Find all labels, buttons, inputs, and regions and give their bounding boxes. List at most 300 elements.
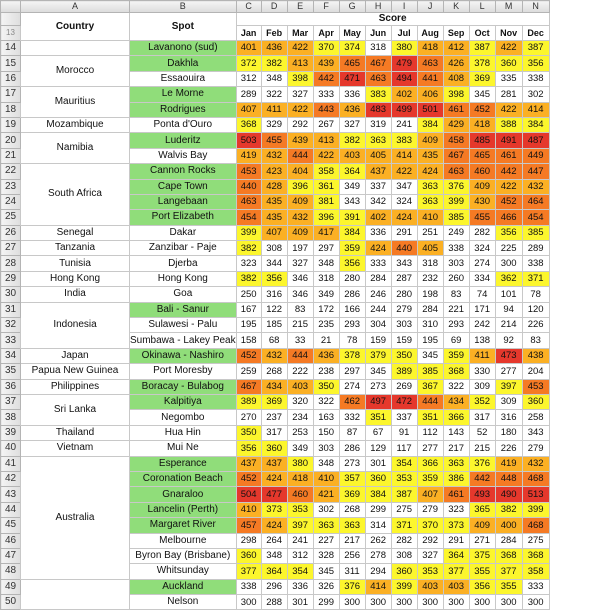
row-header[interactable]: 42 [1, 471, 21, 486]
score-cell[interactable]: 349 [313, 287, 339, 302]
column-header-E[interactable]: E [287, 1, 313, 13]
score-cell[interactable]: 67 [365, 425, 391, 440]
score-cell[interactable]: 372 [236, 56, 261, 71]
score-cell[interactable]: 167 [236, 302, 261, 317]
column-header-H[interactable]: H [365, 1, 391, 13]
country-cell[interactable]: Japan [21, 348, 130, 363]
score-cell[interactable]: 418 [469, 117, 495, 132]
country-cell[interactable]: Namibia [21, 133, 130, 164]
row-header[interactable]: 22 [1, 164, 21, 179]
score-cell[interactable]: 300 [443, 595, 469, 610]
score-cell[interactable]: 442 [495, 164, 522, 179]
score-cell[interactable]: 241 [287, 533, 313, 548]
score-cell[interactable]: 264 [261, 533, 287, 548]
score-cell[interactable]: 432 [522, 456, 549, 471]
score-cell[interactable]: 204 [522, 364, 549, 379]
score-cell[interactable]: 343 [391, 256, 417, 271]
score-cell[interactable]: 320 [287, 394, 313, 409]
score-cell[interactable]: 398 [443, 87, 469, 102]
score-cell[interactable]: 455 [261, 133, 287, 148]
country-cell[interactable]: Senegal [21, 225, 130, 240]
score-cell[interactable]: 256 [339, 548, 365, 563]
score-cell[interactable]: 259 [236, 364, 261, 379]
score-cell[interactable]: 355 [495, 579, 522, 594]
row-header[interactable]: 34 [1, 348, 21, 363]
score-cell[interactable]: 282 [391, 533, 417, 548]
score-cell[interactable]: 226 [522, 318, 549, 333]
score-cell[interactable]: 300 [522, 595, 549, 610]
score-cell[interactable]: 403 [339, 148, 365, 163]
score-cell[interactable]: 401 [236, 41, 261, 56]
score-cell[interactable]: 274 [469, 256, 495, 271]
row-header[interactable]: 15 [1, 56, 21, 71]
score-cell[interactable]: 348 [313, 456, 339, 471]
spot-cell[interactable]: Langebaan [130, 194, 237, 209]
row-header[interactable]: 37 [1, 394, 21, 409]
score-cell[interactable]: 467 [236, 379, 261, 394]
score-cell[interactable]: 334 [469, 271, 495, 286]
score-cell[interactable]: 386 [443, 471, 469, 486]
score-cell[interactable]: 310 [417, 318, 443, 333]
score-cell[interactable]: 333 [522, 579, 549, 594]
score-cell[interactable]: 442 [313, 71, 339, 86]
score-cell[interactable]: 68 [261, 333, 287, 348]
score-cell[interactable]: 363 [417, 194, 443, 209]
score-cell[interactable]: 311 [339, 564, 365, 579]
score-cell[interactable]: 409 [469, 179, 495, 194]
score-cell[interactable]: 360 [261, 441, 287, 456]
score-cell[interactable]: 338 [522, 71, 549, 86]
score-cell[interactable]: 387 [391, 487, 417, 502]
score-cell[interactable]: 288 [261, 595, 287, 610]
score-cell[interactable]: 411 [469, 348, 495, 363]
score-cell[interactable]: 343 [522, 425, 549, 440]
score-cell[interactable]: 419 [495, 456, 522, 471]
score-cell[interactable]: 463 [236, 194, 261, 209]
score-cell[interactable]: 358 [313, 164, 339, 179]
score-cell[interactable]: 388 [495, 117, 522, 132]
score-cell[interactable]: 430 [469, 194, 495, 209]
score-cell[interactable]: 364 [339, 164, 365, 179]
score-cell[interactable]: 293 [339, 318, 365, 333]
score-cell[interactable]: 280 [339, 271, 365, 286]
score-cell[interactable]: 435 [417, 148, 443, 163]
score-cell[interactable]: 348 [261, 548, 287, 563]
score-cell[interactable]: 198 [417, 287, 443, 302]
score-cell[interactable]: 501 [417, 102, 443, 117]
score-cell[interactable]: 300 [365, 595, 391, 610]
score-cell[interactable]: 323 [236, 256, 261, 271]
column-header-C[interactable]: C [236, 1, 261, 13]
score-cell[interactable]: 397 [495, 379, 522, 394]
score-cell[interactable]: 314 [365, 518, 391, 533]
score-cell[interactable]: 353 [287, 502, 313, 517]
score-cell[interactable]: 301 [287, 595, 313, 610]
score-cell[interactable]: 472 [391, 394, 417, 409]
score-cell[interactable]: 171 [469, 302, 495, 317]
score-cell[interactable]: 327 [287, 256, 313, 271]
column-header-I[interactable]: I [391, 1, 417, 13]
country-cell[interactable] [21, 579, 130, 610]
row-header[interactable]: 23 [1, 179, 21, 194]
score-cell[interactable]: 439 [287, 133, 313, 148]
score-cell[interactable]: 440 [236, 179, 261, 194]
score-cell[interactable]: 250 [236, 287, 261, 302]
score-cell[interactable]: 277 [495, 364, 522, 379]
score-cell[interactable]: 360 [522, 394, 549, 409]
score-cell[interactable]: 436 [339, 102, 365, 117]
score-cell[interactable]: 465 [469, 148, 495, 163]
score-cell[interactable]: 291 [443, 533, 469, 548]
score-cell[interactable]: 434 [261, 379, 287, 394]
score-cell[interactable]: 353 [417, 564, 443, 579]
score-cell[interactable]: 447 [522, 164, 549, 179]
score-cell[interactable]: 464 [522, 194, 549, 209]
score-cell[interactable]: 349 [339, 179, 365, 194]
score-cell[interactable]: 316 [261, 287, 287, 302]
score-cell[interactable]: 370 [313, 41, 339, 56]
score-cell[interactable]: 166 [339, 302, 365, 317]
score-cell[interactable]: 403 [443, 579, 469, 594]
score-cell[interactable]: 286 [339, 287, 365, 302]
score-cell[interactable]: 503 [236, 133, 261, 148]
score-cell[interactable]: 258 [522, 410, 549, 425]
score-cell[interactable]: 150 [313, 425, 339, 440]
score-cell[interactable]: 454 [236, 210, 261, 225]
spot-cell[interactable]: Nelson [130, 595, 237, 610]
score-cell[interactable]: 417 [313, 225, 339, 240]
score-cell[interactable]: 362 [495, 271, 522, 286]
score-cell[interactable]: 92 [495, 333, 522, 348]
row-header[interactable]: 39 [1, 425, 21, 440]
score-cell[interactable]: 348 [261, 71, 287, 86]
score-cell[interactable]: 376 [443, 179, 469, 194]
column-header-D[interactable]: D [261, 1, 287, 13]
score-cell[interactable]: 241 [391, 117, 417, 132]
country-cell[interactable]: South Africa [21, 164, 130, 226]
score-cell[interactable]: 368 [522, 548, 549, 563]
score-cell[interactable]: 302 [313, 502, 339, 517]
score-cell[interactable]: 403 [417, 579, 443, 594]
score-cell[interactable]: 324 [469, 241, 495, 256]
spot-cell[interactable]: Walvis Bay [130, 148, 237, 163]
score-cell[interactable]: 465 [339, 56, 365, 71]
score-cell[interactable]: 376 [469, 456, 495, 471]
score-cell[interactable]: 323 [443, 502, 469, 517]
score-cell[interactable]: 374 [339, 41, 365, 56]
score-cell[interactable]: 438 [522, 348, 549, 363]
row-header[interactable]: 19 [1, 117, 21, 132]
country-cell[interactable]: Papua New Guinea [21, 364, 130, 379]
score-cell[interactable]: 380 [391, 41, 417, 56]
score-cell[interactable]: 300 [495, 256, 522, 271]
country-cell[interactable]: Mozambique [21, 117, 130, 132]
score-cell[interactable]: 405 [417, 241, 443, 256]
score-cell[interactable]: 367 [417, 379, 443, 394]
score-cell[interactable]: 304 [365, 318, 391, 333]
score-cell[interactable]: 122 [261, 302, 287, 317]
score-cell[interactable]: 83 [443, 287, 469, 302]
score-cell[interactable]: 360 [365, 471, 391, 486]
score-cell[interactable]: 391 [339, 210, 365, 225]
score-cell[interactable]: 308 [391, 548, 417, 563]
score-cell[interactable]: 333 [365, 256, 391, 271]
score-cell[interactable]: 452 [495, 194, 522, 209]
score-cell[interactable]: 409 [417, 133, 443, 148]
score-cell[interactable]: 333 [313, 87, 339, 102]
score-cell[interactable]: 421 [313, 487, 339, 502]
score-cell[interactable]: 452 [469, 102, 495, 117]
spot-cell[interactable]: Byron Bay (Brisbane) [130, 548, 237, 563]
spot-cell[interactable]: Port Moresby [130, 364, 237, 379]
score-cell[interactable]: 422 [313, 148, 339, 163]
score-cell[interactable]: 94 [495, 302, 522, 317]
score-cell[interactable]: 385 [443, 210, 469, 225]
country-cell[interactable]: Australia [21, 456, 130, 579]
score-cell[interactable]: 195 [417, 333, 443, 348]
score-cell[interactable]: 292 [417, 533, 443, 548]
score-cell[interactable]: 443 [313, 102, 339, 117]
score-cell[interactable]: 406 [417, 87, 443, 102]
score-cell[interactable]: 274 [339, 379, 365, 394]
score-cell[interactable]: 356 [495, 225, 522, 240]
row-header-13[interactable]: 13 [1, 26, 21, 41]
score-cell[interactable]: 467 [443, 148, 469, 163]
score-cell[interactable]: 284 [495, 533, 522, 548]
score-cell[interactable]: 262 [365, 533, 391, 548]
score-cell[interactable]: 399 [443, 194, 469, 209]
score-cell[interactable]: 159 [365, 333, 391, 348]
score-cell[interactable]: 227 [313, 533, 339, 548]
score-cell[interactable]: 377 [236, 564, 261, 579]
score-cell[interactable]: 277 [417, 441, 443, 456]
score-cell[interactable]: 461 [495, 148, 522, 163]
column-header-L[interactable]: L [469, 1, 495, 13]
column-header-F[interactable]: F [313, 1, 339, 13]
column-header-A[interactable]: A [21, 1, 130, 13]
score-cell[interactable]: 471 [339, 71, 365, 86]
score-cell[interactable]: 369 [339, 487, 365, 502]
row-header[interactable]: 43 [1, 487, 21, 502]
score-cell[interactable]: 380 [287, 456, 313, 471]
score-cell[interactable]: 424 [417, 164, 443, 179]
score-cell[interactable]: 296 [261, 579, 287, 594]
score-cell[interactable]: 365 [469, 502, 495, 517]
score-cell[interactable]: 345 [313, 564, 339, 579]
score-cell[interactable]: 267 [313, 117, 339, 132]
score-cell[interactable]: 232 [417, 271, 443, 286]
score-cell[interactable]: 327 [339, 117, 365, 132]
score-cell[interactable]: 460 [469, 164, 495, 179]
row-header[interactable]: 17 [1, 87, 21, 102]
score-cell[interactable]: 312 [287, 548, 313, 563]
score-cell[interactable]: 387 [522, 41, 549, 56]
score-cell[interactable]: 360 [495, 56, 522, 71]
score-cell[interactable]: 418 [287, 471, 313, 486]
score-cell[interactable]: 442 [469, 471, 495, 486]
score-cell[interactable]: 351 [417, 410, 443, 425]
row-header[interactable]: 47 [1, 548, 21, 563]
score-cell[interactable]: 287 [391, 271, 417, 286]
score-cell[interactable]: 303 [313, 441, 339, 456]
row-header[interactable]: 48 [1, 564, 21, 579]
score-cell[interactable]: 368 [443, 364, 469, 379]
score-cell[interactable]: 120 [522, 302, 549, 317]
score-cell[interactable]: 396 [287, 179, 313, 194]
score-cell[interactable]: 444 [287, 148, 313, 163]
score-cell[interactable]: 185 [261, 318, 287, 333]
score-cell[interactable]: 268 [261, 364, 287, 379]
country-cell[interactable]: Hong Kong [21, 271, 130, 286]
score-cell[interactable]: 251 [417, 225, 443, 240]
score-cell[interactable]: 504 [236, 487, 261, 502]
score-cell[interactable]: 436 [261, 41, 287, 56]
score-cell[interactable]: 351 [365, 410, 391, 425]
score-cell[interactable]: 402 [391, 87, 417, 102]
score-cell[interactable]: 318 [365, 41, 391, 56]
score-cell[interactable]: 468 [522, 471, 549, 486]
score-cell[interactable]: 300 [339, 595, 365, 610]
spot-cell[interactable]: Lavanono (sud) [130, 41, 237, 56]
score-cell[interactable]: 363 [443, 456, 469, 471]
score-cell[interactable]: 411 [261, 102, 287, 117]
score-cell[interactable]: 434 [443, 394, 469, 409]
score-cell[interactable]: 336 [339, 87, 365, 102]
score-cell[interactable]: 357 [339, 471, 365, 486]
score-cell[interactable]: 463 [365, 71, 391, 86]
score-cell[interactable]: 356 [469, 579, 495, 594]
score-cell[interactable]: 215 [287, 318, 313, 333]
score-cell[interactable]: 324 [391, 194, 417, 209]
score-cell[interactable]: 300 [417, 595, 443, 610]
score-cell[interactable]: 432 [261, 348, 287, 363]
score-cell[interactable]: 418 [417, 41, 443, 56]
score-cell[interactable]: 328 [313, 548, 339, 563]
score-cell[interactable]: 297 [339, 364, 365, 379]
score-cell[interactable]: 332 [339, 410, 365, 425]
score-cell[interactable]: 289 [522, 241, 549, 256]
spot-cell[interactable]: Ponta d'Ouro [130, 117, 237, 132]
score-cell[interactable]: 346 [287, 271, 313, 286]
score-cell[interactable]: 346 [287, 287, 313, 302]
score-cell[interactable]: 260 [443, 271, 469, 286]
spot-cell[interactable]: Dakhla [130, 56, 237, 71]
score-cell[interactable]: 413 [313, 133, 339, 148]
spot-cell[interactable]: Cannon Rocks [130, 164, 237, 179]
score-cell[interactable]: 363 [365, 133, 391, 148]
score-cell[interactable]: 363 [417, 179, 443, 194]
score-cell[interactable]: 69 [443, 333, 469, 348]
score-cell[interactable]: 428 [261, 179, 287, 194]
score-cell[interactable]: 143 [443, 425, 469, 440]
score-cell[interactable]: 422 [495, 102, 522, 117]
score-cell[interactable]: 437 [261, 456, 287, 471]
country-cell[interactable]: Thailand [21, 425, 130, 440]
score-cell[interactable]: 422 [495, 179, 522, 194]
spot-cell[interactable]: Zanzibar - Paje [130, 241, 237, 256]
score-cell[interactable]: 350 [391, 348, 417, 363]
score-cell[interactable]: 373 [261, 502, 287, 517]
score-cell[interactable]: 400 [495, 518, 522, 533]
spot-cell[interactable]: Okinawa - Nashiro [130, 348, 237, 363]
score-cell[interactable]: 483 [365, 102, 391, 117]
row-header[interactable]: 32 [1, 318, 21, 333]
score-cell[interactable]: 453 [522, 379, 549, 394]
score-cell[interactable]: 318 [417, 256, 443, 271]
score-cell[interactable]: 281 [495, 87, 522, 102]
score-cell[interactable]: 389 [236, 394, 261, 409]
score-cell[interactable]: 300 [236, 595, 261, 610]
score-cell[interactable]: 300 [391, 595, 417, 610]
score-cell[interactable]: 422 [287, 41, 313, 56]
row-header[interactable]: 40 [1, 441, 21, 456]
spot-cell[interactable]: Coronation Beach [130, 471, 237, 486]
score-cell[interactable]: 268 [339, 502, 365, 517]
country-cell[interactable] [21, 41, 130, 56]
country-cell[interactable]: Philippines [21, 379, 130, 394]
score-cell[interactable]: 497 [365, 394, 391, 409]
score-cell[interactable]: 299 [365, 502, 391, 517]
score-cell[interactable]: 364 [261, 564, 287, 579]
score-cell[interactable]: 335 [495, 71, 522, 86]
score-cell[interactable]: 138 [469, 333, 495, 348]
score-cell[interactable]: 330 [469, 364, 495, 379]
score-cell[interactable]: 378 [339, 348, 365, 363]
score-cell[interactable]: 404 [287, 164, 313, 179]
score-cell[interactable]: 217 [443, 441, 469, 456]
score-cell[interactable]: 322 [443, 379, 469, 394]
score-cell[interactable]: 338 [522, 256, 549, 271]
score-cell[interactable]: 350 [313, 379, 339, 394]
score-cell[interactable]: 473 [495, 348, 522, 363]
score-cell[interactable]: 461 [443, 487, 469, 502]
score-cell[interactable]: 33 [287, 333, 313, 348]
row-header[interactable]: 24 [1, 194, 21, 209]
row-header[interactable]: 16 [1, 71, 21, 86]
spot-cell[interactable]: Lancelin (Perth) [130, 502, 237, 517]
score-cell[interactable]: 308 [261, 241, 287, 256]
score-cell[interactable]: 378 [469, 56, 495, 71]
score-cell[interactable]: 345 [417, 348, 443, 363]
spot-cell[interactable]: Gnaraloo [130, 487, 237, 502]
score-cell[interactable]: 369 [261, 394, 287, 409]
score-cell[interactable]: 347 [391, 179, 417, 194]
spot-cell[interactable]: Kalpitiya [130, 394, 237, 409]
score-cell[interactable]: 301 [365, 456, 391, 471]
country-cell[interactable]: Vietnam [21, 441, 130, 456]
score-cell[interactable]: 359 [417, 471, 443, 486]
score-cell[interactable]: 291 [391, 225, 417, 240]
score-cell[interactable]: 74 [469, 287, 495, 302]
score-cell[interactable]: 467 [365, 56, 391, 71]
score-cell[interactable]: 422 [495, 41, 522, 56]
score-cell[interactable]: 377 [443, 564, 469, 579]
score-cell[interactable]: 435 [261, 194, 287, 209]
score-cell[interactable]: 246 [365, 287, 391, 302]
score-cell[interactable]: 356 [236, 441, 261, 456]
score-cell[interactable]: 384 [522, 117, 549, 132]
score-cell[interactable]: 197 [287, 241, 313, 256]
score-cell[interactable]: 355 [469, 564, 495, 579]
row-header[interactable]: 46 [1, 533, 21, 548]
score-cell[interactable]: 414 [391, 148, 417, 163]
score-cell[interactable]: 303 [391, 318, 417, 333]
score-cell[interactable]: 350 [236, 425, 261, 440]
score-cell[interactable]: 360 [391, 564, 417, 579]
score-cell[interactable]: 414 [522, 102, 549, 117]
spot-cell[interactable]: Luderitz [130, 133, 237, 148]
spot-cell[interactable]: Hua Hin [130, 425, 237, 440]
